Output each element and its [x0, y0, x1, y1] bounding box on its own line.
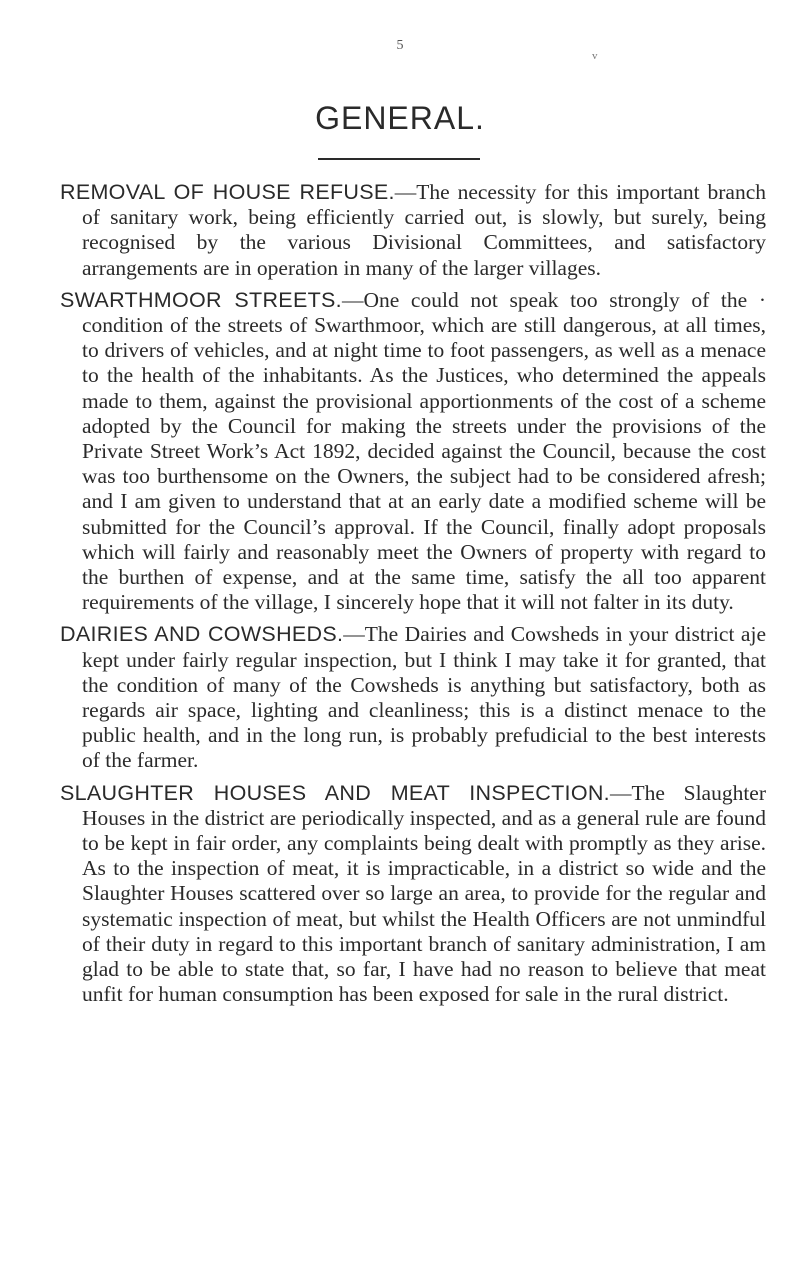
document-body	[60, 180, 766, 1015]
section-text: —The necessity for this important branch of sanitary work, being efficiently carried out, is slowly, but surely, being recognised by the various Divisional Committees, and satisfactory arrangements are in operation in many of the larger villages.	[82, 180, 767, 280]
section-heading: SLAUGHTER HOUSES AND MEAT INSPECTION.	[60, 780, 610, 805]
section-text: —The Slaughter Houses in the district are periodically inspected, and as a general rule are found to be kept in fair order, any complaints being dealt with promptly as they arise. As to the inspection of meat, it is impracticable, in a district so wide and the Slaughter Houses scattered over so large an area, to provide for the regular and systematic inspection of meat, but whilst the Health Officers are not unmindful of their duty in regard to this important branch of sanitary administration, I am glad to be able to state that, so far, I have had no reason to believe that meat unfit for human consumption has been exposed for sale in the rural district.	[82, 780, 767, 1007]
section-dairies-cowsheds	[60, 622, 766, 773]
section-heading: SWARTHMOOR STREETS.	[60, 287, 342, 312]
section-heading: REMOVAL OF HOUSE REFUSE.	[60, 180, 395, 204]
section-swarthmoor-streets	[60, 288, 766, 616]
corner-mark: v	[592, 50, 598, 62]
page-title: GENERAL.	[315, 100, 485, 136]
section-heading: DAIRIES AND COWSHEDS.	[60, 622, 344, 647]
section-slaughter-houses	[60, 781, 766, 1008]
title-underline	[318, 158, 480, 160]
page-number: 5	[396, 38, 404, 53]
section-text: —One could not speak too strongly of the · condition of the streets of Swarthmoor, which are still dangerous, at all times, to drivers of vehicles, and at night time to foot passengers, as well as a menace to the health of the inhabitants. As the Justices, who determined the appeals made to them, against the provisional apportionments of the cost of a scheme adopted by the Council for making the streets under the provisions of the Private Street Work’s Act 1892, decided against the Council, because the cost was too burthensome on the Owners, the subject had to be considered afresh; and I am given to understand that at an early date a modified scheme will be submitted for the Council’s approval. If the Council, finally adopt proposals which will fairly and reasonably meet the Owners of property with regard to the burthen of expense, and at the same time, satisfy the all too apparent requirements of the village, I sincerely hope that it will not falter in its duty.	[82, 287, 766, 615]
section-house-refuse	[60, 180, 766, 281]
section-text: —The Dairies and Cowsheds in your district aje kept under fairly regular inspection, but I think I may take it for granted, that the condition of many of the Cowsheds is anything but satisfactory, both as regards air space, lighting and cleanliness; this is a distinct menace to the public health, and in the long run, is probably prefudicial to the best interests of the farmer.	[82, 622, 766, 773]
